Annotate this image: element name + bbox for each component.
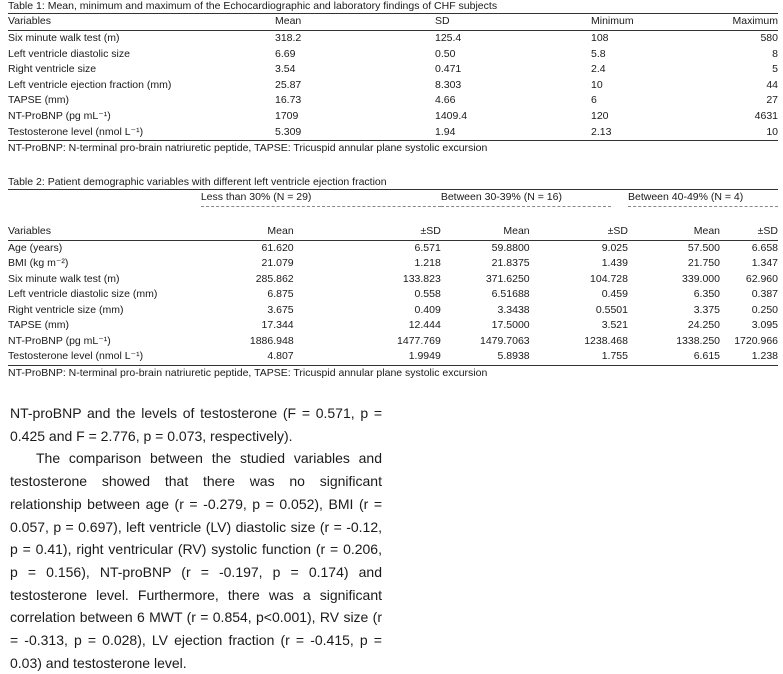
cell: 62.960 [745,272,778,285]
table-row [8,240,778,256]
cell: 59.8800 [491,241,530,254]
cell: 6.571 [414,241,441,254]
cell: 1.9949 [294,349,441,365]
cell: Six minute walk test (m) [8,272,120,285]
cell: 5.8 [591,47,606,60]
cell: 0.558 [414,288,441,300]
col-header-variables: Variables [8,224,201,241]
table-row [8,256,778,272]
cell: 1709 [275,110,299,123]
cell: 21.750 [687,257,720,269]
cell: 371.6250 [485,272,530,285]
col-header-sd: ±SD [530,224,628,241]
cell: 1.238 [720,349,778,365]
cell: 6.350 [693,288,720,300]
cell: 5 [772,63,778,76]
cell: BMI (kg m⁻²) [8,257,69,269]
cell: 61.620 [261,241,294,254]
cell: 104.728 [590,272,628,285]
cell: 3.095 [751,319,778,331]
cell: 4.66 [435,94,456,107]
col-header-mean: Mean [275,14,435,31]
cell: 339.000 [682,272,720,285]
cell: 6.875 [267,288,294,300]
cell: 8.303 [435,78,462,91]
cell: 1.218 [414,257,441,269]
cell: TAPSE (mm) [8,319,70,331]
col-header-mean: Mean [441,224,530,241]
cell: 1886.948 [249,334,294,347]
table-row [8,31,778,47]
cell: 1238.468 [584,334,628,347]
cell: 4631 [754,110,778,123]
cell: 44 [766,78,778,91]
cell: Right ventricle size (mm) [8,303,124,316]
group-header-40-49: Between 40-49% (N = 4) [628,190,778,207]
group-cell [441,190,628,207]
cell: 57.500 [687,241,720,254]
cell: 8 [772,47,778,60]
cell: 125.4 [435,32,462,45]
table-1-caption: Table 1: Mean, minimum and maximum of the Echocardiographic and laboratory findings of CHF subjects [8,0,498,12]
cell: 17.5000 [491,319,530,331]
cell: 0.409 [414,303,441,316]
cell: 6.658 [751,241,778,254]
cell: Testosterone level (nmol L⁻¹) [8,349,201,365]
col-header-variables: Variables [8,14,275,31]
group-cell [628,190,778,207]
paragraph-2: The comparison between the studied variables and testosterone showed that there was no significant relationship between age (r = -0.279, p = 0.052), BMI (r = 0.057, p = 0.697), left ventricle (LV) diastolic size (r = -0.12, p = 0.41), right ventricular (RV) systolic function (r = 0.206, p = 0.156), NT-proBNP (r = -0.197, p = 0.174) and testosterone level. Furthermore, there was a significant correlation between 6 MWT (r = 0.854, p<0.001), RV size (r = -0.313, p = 0.028), LV ejection fraction (r = -0.415, p = 0.03) and testosterone level. [10,450,382,671]
cell: Right ventricle size [8,63,97,76]
cell: 21.8375 [491,257,530,269]
cell: 285.862 [255,272,294,285]
table-2-footnote: NT-ProBNP: N-terminal pro-brain natriuretic peptide, TAPSE: Tricuspid annular plane systolic excursion [8,366,488,379]
cell: Age (years) [8,241,63,254]
cell: 10 [591,78,603,91]
cell: 1479.7063 [480,334,530,347]
cell: 21.079 [261,257,294,269]
cell: 3.521 [601,319,628,331]
cell: 3.54 [275,63,296,76]
col-header-sd: SD [435,14,591,31]
cell: 2.4 [591,63,606,76]
paragraph-1: NT-proBNP and the levels of testosterone (F = 0.571, p = 0.425 and F = 2.776, p = 0.073, respectively). [10,405,382,444]
cell: 133.823 [402,272,441,285]
cell: 1.755 [530,349,628,365]
table-2-caption: Table 2: Patient demographic variables with different left ventricle ejection fraction [8,175,778,190]
table-row [8,78,778,94]
table-row [8,318,778,334]
cell: 1.347 [751,257,778,269]
table-2 [8,175,778,381]
table-row [8,272,778,288]
group-header-lt30: Less than 30% (N = 29) [201,190,441,207]
cell: NT-ProBNP (pg mL⁻¹) [8,334,111,347]
table-1-grid [8,13,778,141]
cell: 25.87 [275,78,302,91]
table-row [8,287,778,303]
cell: 6.51688 [491,288,530,300]
group-cell [201,190,441,207]
col-header-mean: Mean [201,224,294,241]
cell: Six minute walk test (m) [8,32,120,45]
cell: Left ventricle diastolic size (mm) [8,288,158,300]
cell: 0.387 [751,288,778,300]
cell: 1.94 [435,125,591,141]
cell: 6.615 [628,349,720,365]
cell: 120 [591,110,609,123]
table-row [8,93,778,109]
cell: Left ventricle diastolic size [8,47,130,60]
cell: 3.675 [267,303,294,316]
cell: 5.309 [275,125,435,141]
group-header-30-39: Between 30-39% (N = 16) [441,190,611,207]
cell: 0.471 [435,63,462,76]
col-header-sd: ±SD [720,224,778,241]
cell: Left ventricle ejection fraction (mm) [8,78,172,91]
cell: 0.459 [601,288,628,300]
table-row [8,125,778,141]
cell: 3.375 [693,303,720,316]
table-row [8,303,778,319]
cell: 9.025 [601,241,628,254]
table-1-footnote: NT-ProBNP: N-terminal pro-brain natriuretic peptide, TAPSE: Tricuspid annular plane systolic excursion [8,142,488,155]
cell: 1720.966 [734,334,778,347]
cell: 1338.250 [676,334,720,347]
cell: 27 [766,94,778,107]
body-text [10,402,382,674]
cell: 0.250 [751,303,778,316]
cell: 5.8938 [441,349,530,365]
cell: 1477.769 [397,334,441,347]
table-row [8,334,778,350]
table-1-header-row [8,14,778,31]
table-1 [8,0,778,156]
table-2-header-row [8,224,778,241]
cell: 4.807 [201,349,294,365]
cell: 24.250 [687,319,720,331]
col-header-minimum: Minimum [591,14,701,31]
col-header-mean: Mean [628,224,720,241]
cell: 0.5501 [595,303,628,316]
cell: 1409.4 [435,110,468,123]
cell: 3.3438 [497,303,530,316]
cell: TAPSE (mm) [8,94,70,107]
col-header-maximum: Maximum [701,14,778,31]
cell: Testosterone level (nmol L⁻¹) [8,125,275,141]
table-row [8,47,778,63]
cell: 2.13 [591,125,701,141]
cell: 580 [760,32,778,45]
table-2-grid [8,190,778,366]
cell: 0.50 [435,47,456,60]
cell: 12.444 [408,319,441,331]
table-row [8,109,778,125]
cell: 16.73 [275,94,302,107]
table-2-group-row [8,190,778,207]
cell: 108 [591,32,609,45]
cell: 1.439 [601,257,628,269]
cell: 17.344 [261,319,294,331]
table-row [8,349,778,365]
table-row [8,62,778,78]
cell: 10 [701,125,778,141]
cell: 6.69 [275,47,296,60]
cell: NT-ProBNP (pg mL⁻¹) [8,110,111,123]
cell: 6 [591,94,597,107]
cell: 318.2 [275,32,302,45]
col-header-sd: ±SD [294,224,441,241]
